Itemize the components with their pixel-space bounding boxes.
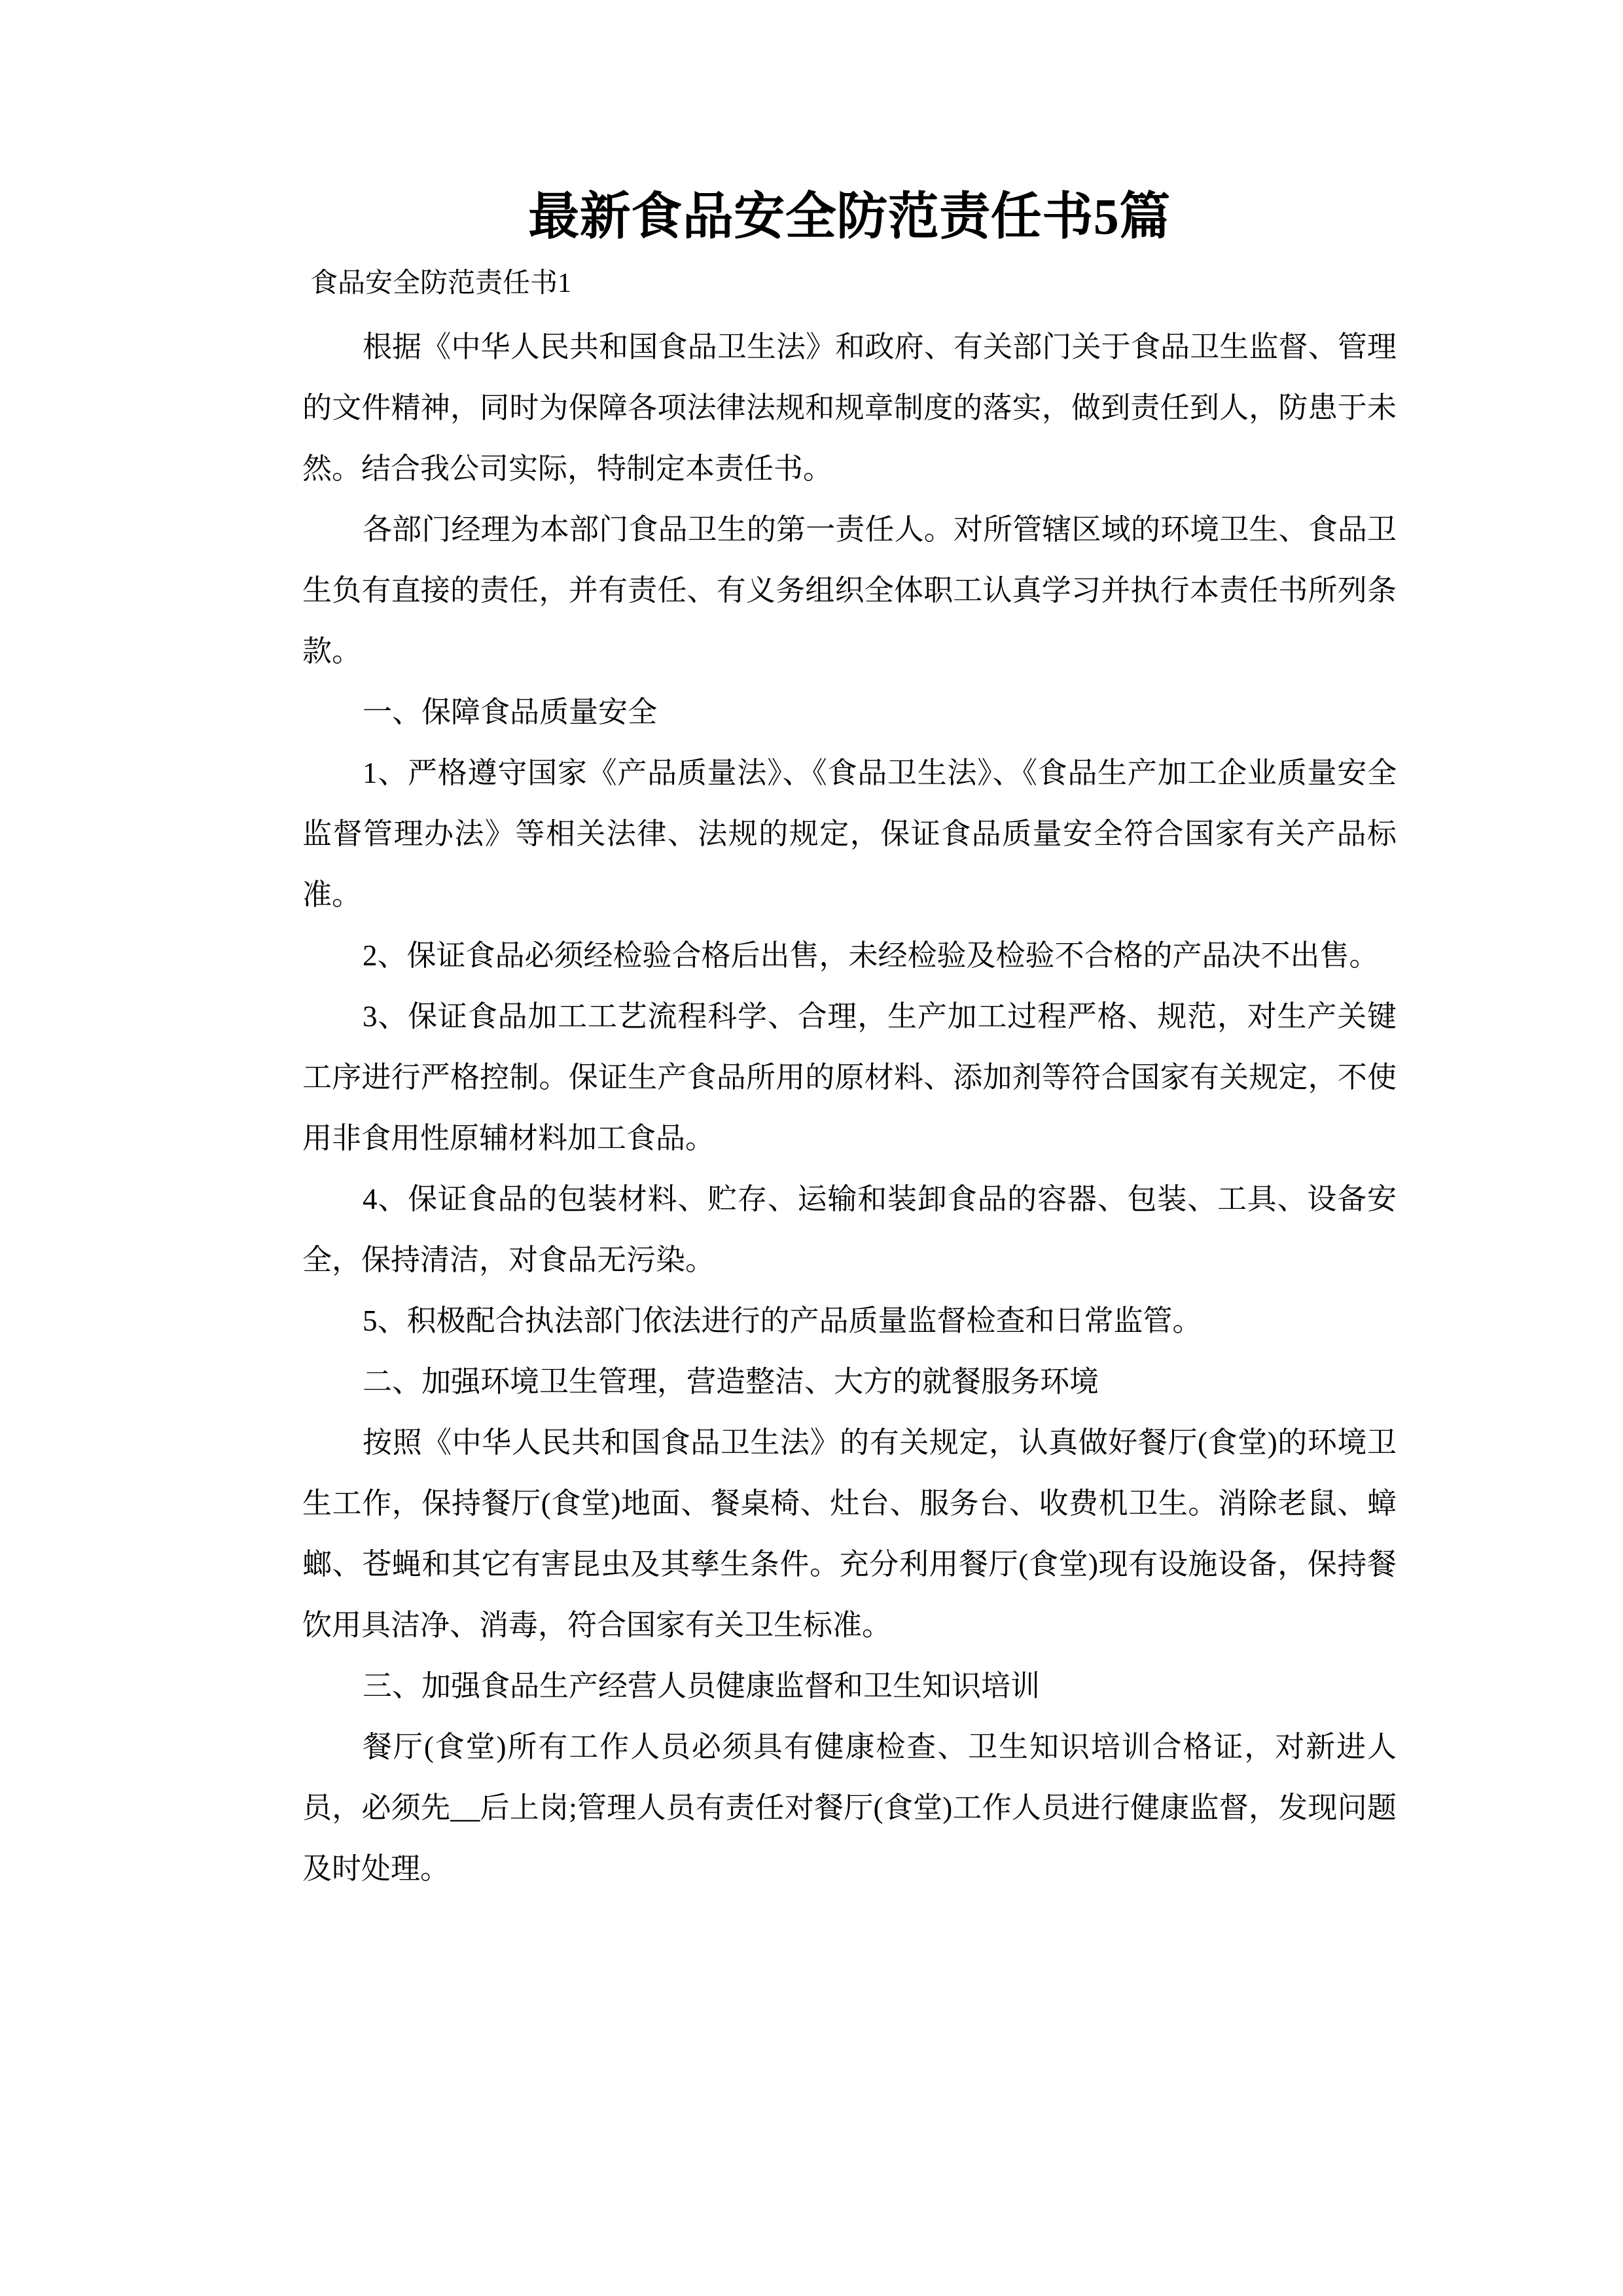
document-body: [302, 297, 1397, 1899]
document-content: [302, 0, 1397, 1899]
paragraph-intro-1: 根据《中华人民共和国食品卫生法》和政府、有关部门关于食品卫生监督、管理的文件精神，同时为保障各项法律法规和规章制度的落实，做到责任到人，防患于未然。结合我公司实际，特制定本责任书。: [302, 331, 1397, 485]
list-item-1-5: 5、积极配合执法部门依法进行的产品质量监督检查和日常监管。: [363, 1304, 1202, 1337]
list-item-1-2: 2、保证食品必须经检验合格后出售，未经检验及检验不合格的产品决不出售。: [363, 939, 1379, 972]
section-heading-3: 三、加强食品生产经营人员健康监督和卫生知识培训: [363, 1670, 1041, 1702]
section-heading-1: 一、保障食品质量安全: [363, 696, 658, 728]
paragraph-section-2-body: 按照《中华人民共和国食品卫生法》的有关规定，认真做好餐厅(食堂)的环境卫生工作，保持餐厅(食堂)地面、餐桌椅、灶台、服务台、收费机卫生。消除老鼠、蟑螂、苍蝇和其它有害昆虫及其孳生条件。充分利用餐厅(食堂)现有设施设备，保持餐饮用具洁净、消毒，符合国家有关卫生标准。: [302, 1426, 1397, 1641]
section-heading-2: 二、加强环境卫生管理，营造整洁、大方的就餐服务环境: [363, 1365, 1099, 1398]
paragraph-section-3-body: 餐厅(食堂)所有工作人员必须具有健康检查、卫生知识培训合格证，对新进人员，必须先__后上岗;管理人员有责任对餐厅(食堂)工作人员进行健康监督，发现问题及时处理。: [302, 1731, 1397, 1885]
list-item-1-4: 4、保证食品的包装材料、贮存、运输和装卸食品的容器、包装、工具、设备安全，保持清洁，对食品无污染。: [302, 1183, 1397, 1276]
page-title: 最新食品安全防范责任书5篇: [528, 188, 1171, 245]
document-subtitle: 食品安全防范责任书1: [310, 268, 572, 298]
list-item-1-3: 3、保证食品加工工艺流程科学、合理，生产加工过程严格、规范，对生产关键工序进行严格控制。保证生产食品所用的原材料、添加剂等符合国家有关规定，不使用非食用性原辅材料加工食品。: [302, 1000, 1397, 1155]
list-item-1-1: 1、严格遵守国家《产品质量法》、《食品卫生法》、《食品生产加工企业质量安全监督管理办法》等相关法律、法规的规定，保证食品质量安全符合国家有关产品标准。: [302, 757, 1397, 911]
paragraph-intro-2: 各部门经理为本部门食品卫生的第一责任人。对所管辖区域的环境卫生、食品卫生负有直接的责任，并有责任、有义务组织全体职工认真学习并执行本责任书所列条款。: [302, 513, 1397, 668]
